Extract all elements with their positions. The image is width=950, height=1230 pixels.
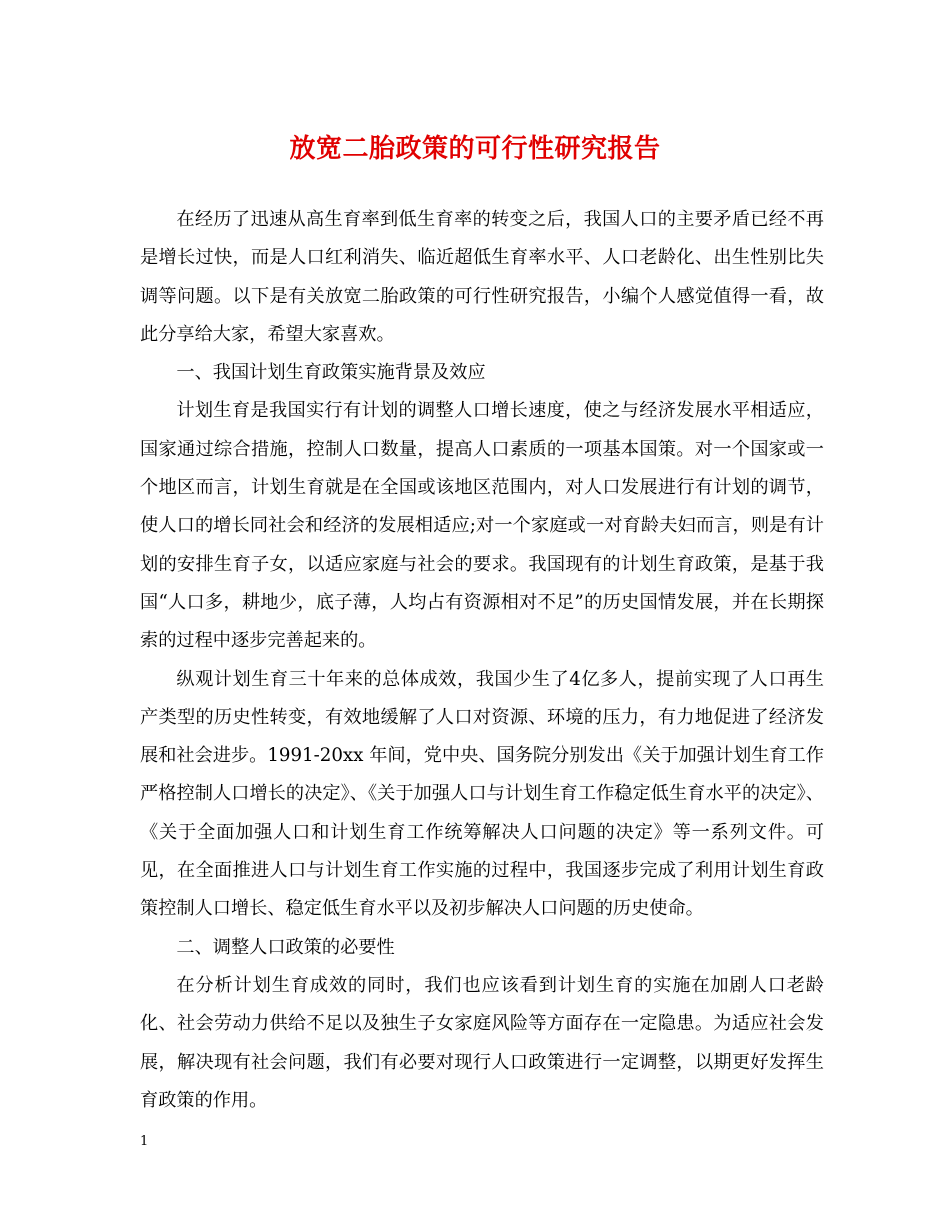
paragraph-intro: 在经历了迅速从高生育率到低生育率的转变之后，我国人口的主要矛盾已经不再是增长过快，而是人口红利消失、临近超低生育率水平、人口老龄化、出生性别比失调等问题。以下是有关放宽二胎政策的可行性研究报告，小编个人感觉值得一看，故此分享给大家，希望大家喜欢。 xyxy=(140,209,824,345)
paragraph-effects: 纵观计划生育三十年来的总体成效，我国少生了4亿多人，提前实现了人口再生产类型的历史性转变，有效地缓解了人口对资源、环境的压力，有力地促进了经济发展和社会进步。1991-20xx 年间，党中央、国务院分别发出《关于加强计划生育工作严格控制人口增长的决定》、《关于加强人口与计划生育工作稳定低生育水平的决定》、《关于全面加强人口和计划生育工作统筹解决人口问题的决定》等一系列文件。可见，在全面推进人口与计划生育工作实施的过程中，我国逐步完成了利用计划生育政策控制人口增长、稳定低生育水平以及初步解决人口问题的历史使命。 xyxy=(140,668,824,920)
document-title: 放宽二胎政策的可行性研究报告 xyxy=(289,134,661,164)
paragraph-necessity: 在分析计划生育成效的同时，我们也应该看到计划生育的实施在加剧人口老龄化、社会劳动力供给不足以及独生子女家庭风险等方面存在一定隐患。为适应社会发展，解决现有社会问题，我们有必要对现行人口政策进行一定调整，以期更好发挥生育政策的作用。 xyxy=(140,974,824,1111)
page-number: 1 xyxy=(140,1134,149,1149)
section-heading-2: 二、调整人口政策的必要性 xyxy=(176,936,395,958)
document-body xyxy=(140,201,824,1120)
section-heading-1: 一、我国计划生育政策实施背景及效应 xyxy=(176,362,486,384)
paragraph-background: 计划生育是我国实行有计划的调整人口增长速度，使之与经济发展水平相适应，国家通过综合措施，控制人口数量，提高人口素质的一项基本国策。对一个国家或一个地区而言，计划生育就是在全国或该地区范围内，对人口发展进行有计划的调节，使人口的增长同社会和经济的发展相适应;对一个家庭或一对育龄夫妇而言，则是有计划的安排生育子女，以适应家庭与社会的要求。我国现有的计划生育政策，是基于我国“人口多，耕地少，底子薄，人均占有资源相对不足”的历史国情发展，并在长期探索的过程中逐步完善起来的。 xyxy=(140,400,824,652)
